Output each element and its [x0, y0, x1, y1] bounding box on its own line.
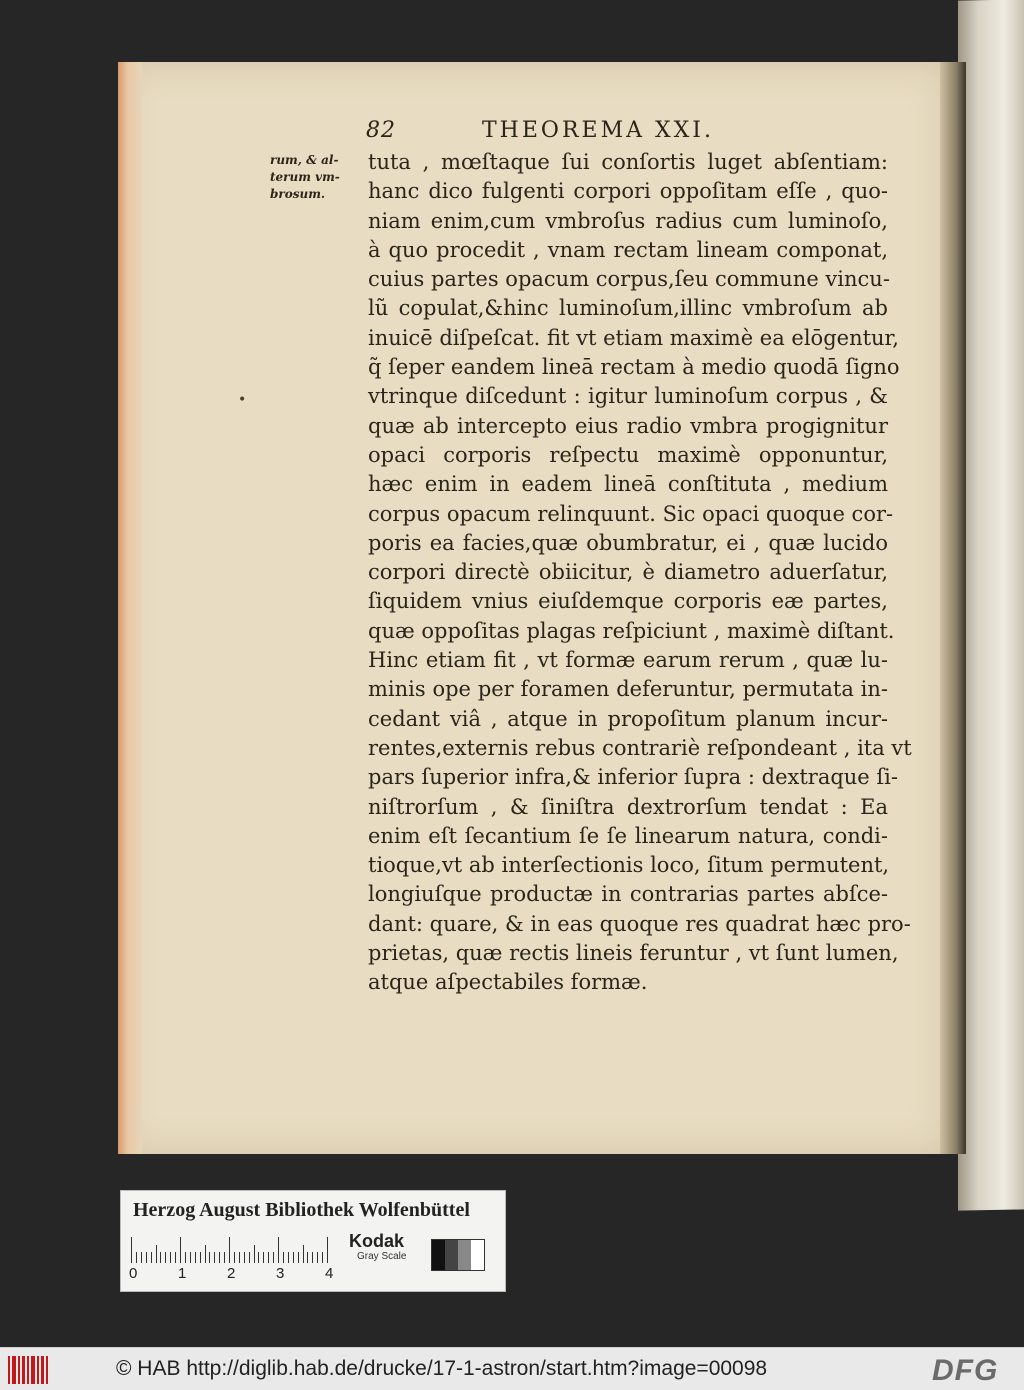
text-line: enim eſt ſecantium ſe ſe linearum natura, condi-	[368, 823, 888, 848]
text-line: corpori directè obiicitur, è diametro aduerſatur,	[368, 560, 888, 585]
ruler-tick	[131, 1237, 132, 1263]
ruler-tick	[214, 1252, 215, 1263]
ruler-tick	[156, 1245, 157, 1263]
ruler-tick	[254, 1245, 255, 1263]
ruler-tick	[249, 1252, 250, 1263]
text-line: pars ſuperior infra,& inferior ſupra : dextraque ſi-	[368, 765, 898, 790]
ruler-tick	[283, 1252, 284, 1263]
dfg-logo: DFG	[932, 1354, 999, 1387]
ruler-tick	[244, 1252, 245, 1263]
ruler-tick	[288, 1252, 289, 1263]
text-line: rentes,externis rebus contrariè reſpondeant , ita vt	[368, 735, 912, 760]
ruler-tick	[160, 1252, 161, 1263]
text-line: à quo procedit , vnam rectam lineam componat,	[368, 237, 888, 262]
ruler-tick	[312, 1252, 313, 1263]
ruler-tick	[263, 1252, 264, 1263]
text-line: ſiquidem vnius eiuſdemque corporis eæ partes,	[368, 589, 888, 614]
ruler-number: 0	[129, 1265, 138, 1282]
ruler-tick	[165, 1252, 166, 1263]
text-line: inuicē diſpeſcat. fit vt etiam maximè ea elōgentur,	[368, 325, 899, 350]
library-label-card	[120, 1190, 506, 1292]
kodak-logo: Kodak	[349, 1231, 405, 1251]
page-edge	[118, 62, 142, 1154]
text-line: q̃ ſeper eandem lineā rectam à medio quodā ſigno	[368, 355, 900, 380]
page-header-title: THEOREMA XXI.	[482, 118, 714, 143]
text-line: minis ope per foramen deferuntur, permutata in-	[368, 677, 888, 702]
ruler-tick	[229, 1237, 230, 1263]
marginal-note-line: rum, & al-	[270, 153, 339, 167]
ruler-tick	[180, 1237, 181, 1263]
text-line: tioque,vt ab interſectionis loco, ſitum permutent,	[368, 853, 890, 878]
ruler-tick	[141, 1252, 142, 1263]
ruler-number: 1	[178, 1265, 187, 1282]
scale-ruler	[131, 1233, 331, 1263]
ruler-tick	[239, 1252, 240, 1263]
ruler-tick	[200, 1252, 201, 1263]
marginal-note-line: terum vm-	[270, 170, 340, 184]
text-line: cedant viâ , atque in propoſitum planum incur-	[368, 706, 888, 731]
marginal-note-line: brosum.	[270, 187, 326, 201]
ruler-tick	[205, 1245, 206, 1263]
text-line: longiuſque productæ in contrarias partes abſce-	[368, 882, 888, 907]
ruler-tick	[317, 1252, 318, 1263]
text-line: prietas, quæ rectis lineis feruntur , vt ſunt lumen,	[368, 941, 899, 966]
text-line: dant: quare, & in eas quoque res quadrat hæc pro-	[368, 911, 911, 936]
text-line: poris ea facies,quæ obumbratur, ei , quæ lucido	[368, 530, 888, 555]
ruler-tick	[219, 1252, 220, 1263]
body-text	[368, 148, 912, 998]
ruler-tick	[209, 1252, 210, 1263]
marginal-note	[270, 152, 360, 203]
text-line: lũ copulat,&hinc luminoſum,illinc vmbroſum ab	[368, 296, 888, 321]
gray-scale-swatches	[431, 1239, 485, 1271]
page-number: 82	[366, 118, 396, 143]
text-line: quæ oppoſitas plagas reſpiciunt , maximè diſtant.	[368, 618, 895, 643]
ruler-tick	[190, 1252, 191, 1263]
ruler-tick	[273, 1252, 274, 1263]
text-line: Hinc etiam fit , vt formæ earum rerum , quæ lu-	[368, 648, 888, 673]
ruler-tick	[293, 1252, 294, 1263]
ruler-tick	[170, 1252, 171, 1263]
library-name: Herzog August Bibliothek Wolfenbüttel	[133, 1199, 470, 1221]
text-line: cuius partes opacum corpus,ſeu commune vincu-	[368, 267, 890, 292]
text-line: corpus opacum relinquunt. Sic opaci quoque cor-	[368, 501, 894, 526]
text-line: vtrinque diſcedunt : igitur luminoſum corpus , &	[368, 384, 888, 409]
ruler-number: 2	[227, 1265, 236, 1282]
ruler-tick	[146, 1252, 147, 1263]
text-line: quæ ab intercepto eius radio vmbra progignitur	[368, 413, 888, 438]
ruler-tick	[195, 1252, 196, 1263]
next-page-edge	[958, 0, 1024, 1211]
book-gutter	[940, 62, 966, 1154]
barcode-icon	[8, 1356, 48, 1384]
ruler-tick	[185, 1252, 186, 1263]
copyright-link[interactable]: © HAB http://diglib.hab.de/drucke/17-1-astron/start.htm?image=00098	[116, 1357, 768, 1380]
text-line: niam enim,cum vmbroſus radius cum luminoſo,	[368, 208, 888, 233]
ruler-tick	[327, 1237, 328, 1263]
ruler-tick	[322, 1252, 323, 1263]
ruler-tick	[234, 1252, 235, 1263]
ruler-tick	[151, 1252, 152, 1263]
ruler-tick	[307, 1252, 308, 1263]
ruler-tick	[303, 1245, 304, 1263]
footer-bar	[0, 1347, 1024, 1390]
ruler-tick	[175, 1252, 176, 1263]
ink-mark: •	[238, 392, 247, 408]
gray-scale-label: Gray Scale	[357, 1251, 407, 1262]
ruler-tick	[224, 1252, 225, 1263]
ruler-tick	[298, 1252, 299, 1263]
ruler-number: 3	[276, 1265, 285, 1282]
text-line: hæc enim in eadem lineā conſtituta , medium	[368, 472, 888, 497]
ruler-tick	[136, 1252, 137, 1263]
text-line: atque aſpectabiles formæ.	[368, 970, 648, 995]
ruler-tick	[268, 1252, 269, 1263]
ruler-tick	[258, 1252, 259, 1263]
text-line: hanc dico fulgenti corpori oppoſitam eſſe , quo-	[368, 179, 888, 204]
ruler-number: 4	[325, 1265, 334, 1282]
text-line: opaci corporis reſpectu maximè opponuntur,	[368, 442, 888, 467]
running-head	[366, 118, 886, 146]
ruler-tick	[278, 1237, 279, 1263]
text-line: niſtrorſum , & ſiniſtra dextrorſum tendat : Ea	[368, 794, 888, 819]
text-line: tuta , mœſtaque ſui conſortis luget abſentiam:	[368, 150, 888, 174]
